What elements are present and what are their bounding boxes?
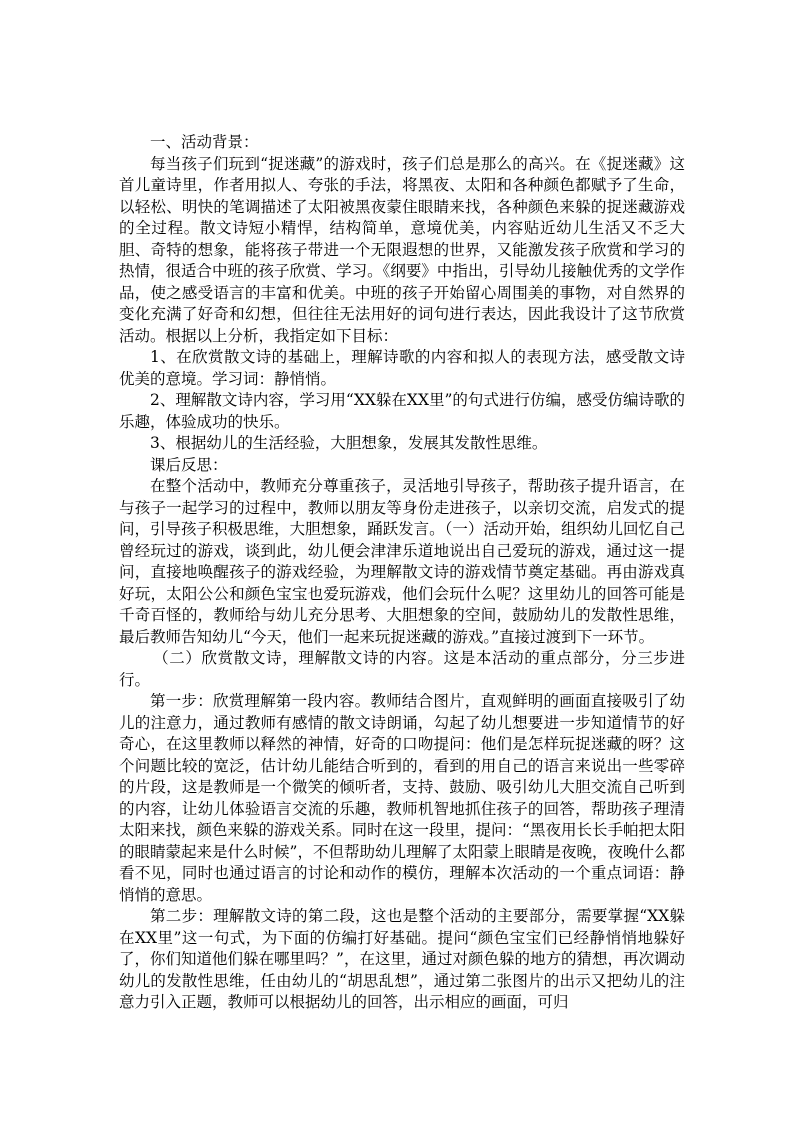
paragraph-part-two: （二）欣赏散文诗，理解散文诗的内容。这是本活动的重点部分，分三步进行。 <box>119 649 685 689</box>
goal-item-2: 2、理解散文诗内容，学习用“XX躲在XX里”的句式进行仿编，感受仿编诗歌的乐趣，体验成功的快乐。 <box>119 391 685 431</box>
paragraph-background: 每当孩子们玩到“捉迷藏”的游戏时，孩子们总是那么的高兴。在《捉迷藏》这首儿童诗里，作者用拟人、夸张的手法，将黑夜、太阳和各种颜色都赋予了生命，以轻松、明快的笔调描述了太阳被黑夜蒙住眼睛来找，各种颜色来躲的捉迷藏游戏的全过程。散文诗短小精悍，结构简单，意境优美，内容贴近幼儿生活又不乏大胆、奇特的想象，能将孩子带进一个无限遐想的世界，又能激发孩子欣赏和学习的热情，很适合中班的孩子欣赏、学习。《纲要》中指出，引导幼儿接触优秀的文学作品，使之感受语言的丰富和优美。中班的孩子开始留心周围美的事物，对自然界的变化充满了好奇和幻想，但往往无法用好的词句进行表达，因此我设计了这节欣赏活动。根据以上分析，我指定如下目标： <box>119 154 685 345</box>
paragraph-step-two: 第二步：理解散文诗的第二段，这也是整个活动的主要部分，需要掌握“XX躲在XX里”这一句式，为下面的仿编打好基础。提问“颜色宝宝们已经静悄悄地躲好了，你们知道他们躲在哪里吗？”，在这里，通过对颜色躲的地方的猜想，再次调动幼儿的发散性思维，任由幼儿的“胡思乱想”，通过第二张图片的出示又把幼儿的注意力引入正题，教师可以根据幼儿的回答，出示相应的画面，可归 <box>119 907 685 1011</box>
goal-item-3: 3、根据幼儿的生活经验，大胆想象，发展其发散性思维。 <box>150 434 548 452</box>
paragraph-step-one: 第一步：欣赏理解第一段内容。教师结合图片，直观鲜明的画面直接吸引了幼儿的注意力，通过教师有感情的散文诗朗诵，勾起了幼儿想要进一步知道情节的好奇心，在这里教师以释然的神情，好奇的口吻提问：他们是怎样玩捉迷藏的呀？这个问题比较的宽泛，估计幼儿能结合听到的，看到的用自己的语言来说出一些零碎的片段，这是教师是一个微笑的倾听者，支持、鼓励、吸引幼儿大胆交流自己听到的内容，让幼儿体验语言交流的乐趣，教师机智地抓住孩子的回答，帮助孩子理清太阳来找，颜色来躲的游戏关系。同时在这一段里，提问：“黑夜用长长手帕把太阳的眼睛蒙起来是什么时候”，不但帮助幼儿理解了太阳蒙上眼睛是夜晚，夜晚什么都看不见，同时也通过语言的讨论和动作的模仿，理解本次活动的一个重点词语：静悄悄的意思。 <box>119 692 685 904</box>
section-heading-activity-background: 一、活动背景： <box>150 133 259 151</box>
section-heading-reflection: 课后反思： <box>150 455 228 474</box>
goal-item-1: 1、在欣赏散文诗的基础上，理解诗歌的内容和拟人的表现方法，感受散文诗优美的意境。学习词：静悄悄。 <box>119 348 685 388</box>
paragraph-reflection-intro: 在整个活动中，教师充分尊重孩子，灵活地引导孩子，帮助孩子提升语言，在与孩子一起学习的过程中，教师以朋友等身份走进孩子，以亲切交流，启发式的提问，引导孩子积极思维，大胆想象，踊跃发言。（一）活动开始，组织幼儿回忆自己曾经玩过的游戏，谈到此，幼儿便会津津乐道地说出自己爱玩的游戏，通过这一提问，直接地唤醒孩子的游戏经验，为理解散文诗的游戏情节奠定基础。再由游戏真好玩，太阳公公和颜色宝宝也爱玩游戏，他们会玩什么呢？这里幼儿的回答可能是千奇百怪的，教师给与幼儿充分思考、大胆想象的空间，鼓励幼儿的发散性思维，最后教师告知幼儿“今天，他们一起来玩捉迷藏的游戏。”直接过渡到下一环节。 <box>119 477 685 646</box>
document-page <box>119 132 685 1014</box>
